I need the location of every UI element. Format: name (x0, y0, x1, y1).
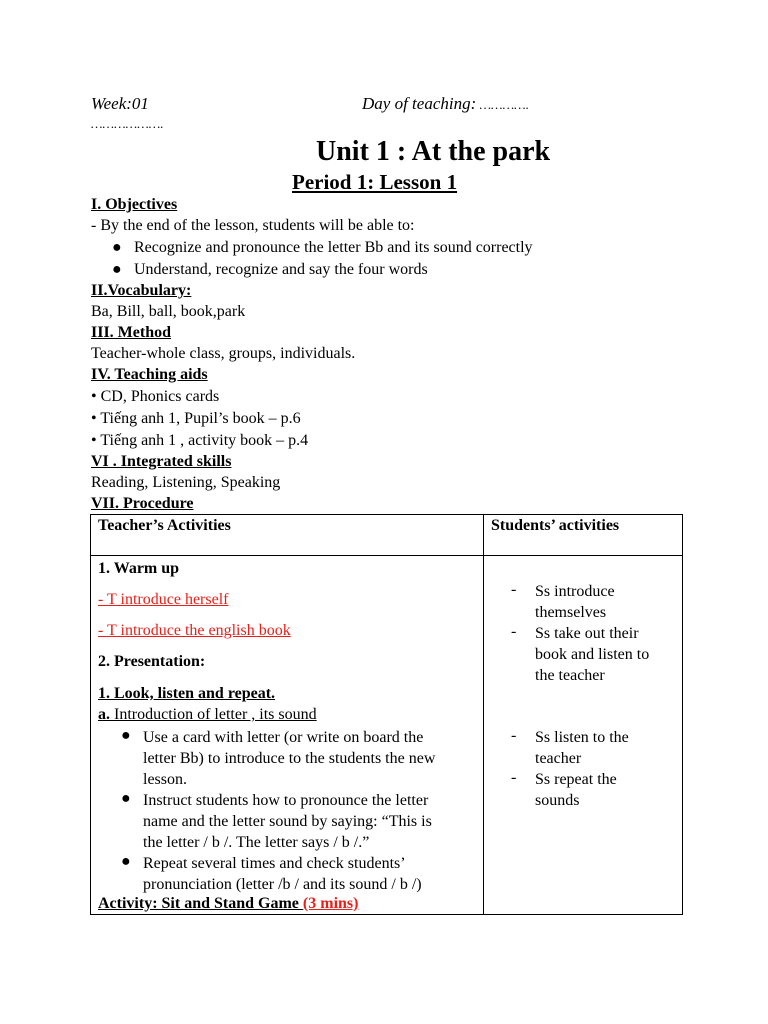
student-dash: - (511, 769, 517, 786)
student-item (535, 581, 615, 623)
bullet-line: lesson. (143, 771, 187, 788)
student-line: the teacher (535, 667, 605, 684)
activity-label: Activity: Sit and Stand Game (98, 895, 303, 912)
method-heading: III. Method (91, 324, 172, 341)
teacher-header-cell (91, 515, 484, 556)
activity-time: (3 mins) (302, 895, 359, 912)
bullet-icon: ● (121, 853, 131, 870)
student-item (535, 727, 629, 769)
student-line: Ss listen to the (535, 729, 629, 746)
day-of-teaching (362, 94, 529, 114)
skills-heading: VI . Integrated skills (91, 453, 232, 470)
vocabulary-text: Ba, Bill, ball, book,park (91, 303, 246, 320)
teacher-column-header: Teacher’s Activities (98, 517, 231, 534)
student-line: teacher (535, 750, 582, 767)
student-dash: - (511, 727, 517, 744)
students-header-cell (484, 515, 683, 556)
week-label: Week:01 (91, 94, 149, 113)
warmup-heading: 1. Warm up (98, 560, 180, 577)
teacher-activities-cell (91, 556, 484, 915)
warmup-item: - T introduce herself (98, 591, 229, 608)
intro-letter-text: Introduction of letter , its sound (110, 706, 317, 723)
vocabulary-heading: II.Vocabulary: (91, 282, 192, 299)
bullet-icon: ● (112, 261, 122, 278)
period-title: Period 1: Lesson 1 (292, 170, 458, 194)
aids-item: • CD, Phonics cards (91, 388, 220, 405)
bullet-icon: ● (121, 727, 131, 744)
students-column-header: Students’ activities (491, 517, 620, 534)
objective-text: Understand, recognize and say the four words (134, 261, 428, 278)
day-label: Day of teaching: (362, 94, 477, 113)
objective-item (112, 261, 428, 279)
aids-item: • Tiếng anh 1, Pupil’s book – p.6 (91, 410, 301, 427)
intro-letter-line (98, 706, 317, 724)
student-dash: - (511, 581, 517, 598)
student-line: Ss introduce (535, 583, 615, 600)
page-title: Unit 1 : At the park (316, 136, 551, 167)
objectives-intro: - By the end of the lesson, students will be able to: (91, 217, 415, 234)
aids-item: • Tiếng anh 1 , activity book – p.4 (91, 432, 309, 449)
bullet-item (143, 727, 435, 790)
bullet-line: pronunciation (letter /b / and its sound / b /) (143, 876, 422, 893)
skills-text: Reading, Listening, Speaking (91, 474, 281, 491)
bullet-line: letter Bb) to introduce to the students the new (143, 750, 436, 767)
student-line: Ss take out their (535, 625, 639, 642)
student-line: sounds (535, 792, 580, 809)
student-line: Ss repeat the (535, 771, 617, 788)
table-row (91, 556, 683, 915)
bullet-icon: ● (121, 790, 131, 807)
bullet-line: Instruct students how to pronounce the letter (143, 792, 429, 809)
activity-line (98, 895, 358, 913)
look-listen-heading: 1. Look, listen and repeat. (98, 685, 276, 702)
bullet-item (143, 853, 422, 895)
bullet-item (143, 790, 432, 853)
presentation-heading: 2. Presentation: (98, 653, 206, 670)
objective-item (112, 239, 533, 257)
day-dots: …………. (476, 97, 529, 112)
student-item (535, 623, 649, 686)
bullet-line: Use a card with letter (or write on board the (143, 729, 424, 746)
objectives-heading: I. Objectives (91, 196, 178, 213)
student-item (535, 769, 617, 811)
intro-letter-prefix: a. (98, 706, 110, 723)
student-dash: - (511, 623, 517, 640)
table-header-row (91, 515, 683, 556)
bullet-line: the letter / b /. The letter says / b /.” (143, 834, 370, 851)
bullet-line: name and the letter sound by saying: “This is (143, 813, 432, 830)
students-activities-cell (484, 556, 683, 915)
student-line: themselves (535, 604, 607, 621)
dots-line: ………………. (91, 116, 164, 131)
student-line: book and listen to (535, 646, 650, 663)
procedure-table (90, 514, 683, 915)
bullet-line: Repeat several times and check students’ (143, 855, 406, 872)
warmup-item: - T introduce the english book (98, 622, 291, 639)
objective-text: Recognize and pronounce the letter Bb and its sound correctly (134, 239, 533, 256)
bullet-icon: ● (112, 239, 122, 256)
method-text: Teacher-whole class, groups, individuals. (91, 345, 356, 362)
aids-heading: IV. Teaching aids (91, 366, 208, 383)
procedure-heading: VII. Procedure (91, 495, 194, 512)
